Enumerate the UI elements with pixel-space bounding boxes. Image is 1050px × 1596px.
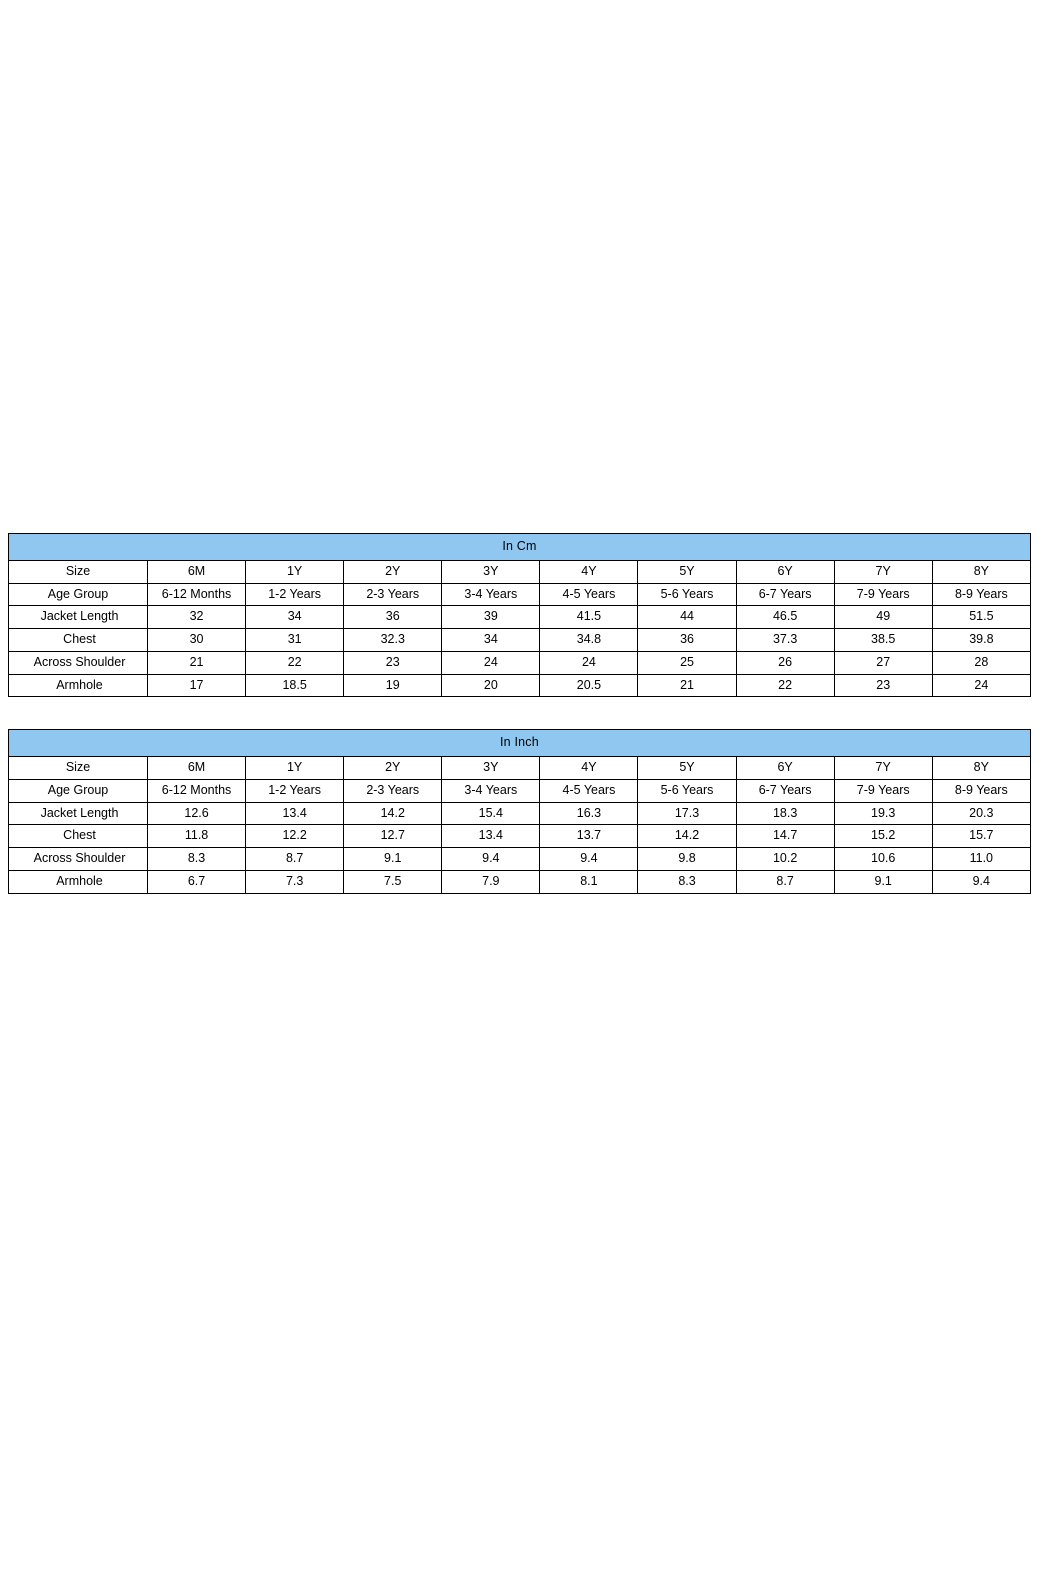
cell: 17.3 [638, 802, 736, 825]
table-row [9, 583, 1031, 606]
cell: 2-3 Years [344, 583, 442, 606]
cell: 8.3 [148, 848, 246, 871]
cell: 19.3 [834, 802, 932, 825]
row-label-jacket-length-inch: Jacket Length [9, 802, 148, 825]
cell: 14.7 [736, 825, 834, 848]
cell: 6Y [736, 757, 834, 780]
cell: 25 [638, 651, 736, 674]
cell: 10.2 [736, 848, 834, 871]
table-title-inch: In Inch [9, 730, 1031, 757]
cell: 12.7 [344, 825, 442, 848]
row-label-across-shoulder-cm: Across Shoulder [9, 651, 148, 674]
cell: 8.1 [540, 870, 638, 893]
cell: 38.5 [834, 629, 932, 652]
cell: 4-5 Years [540, 583, 638, 606]
row-label-chest-cm: Chest [9, 629, 148, 652]
table-row [9, 848, 1031, 871]
cell: 3-4 Years [442, 779, 540, 802]
row-label-armhole-cm: Armhole [9, 674, 148, 697]
cell: 46.5 [736, 606, 834, 629]
table-row [9, 674, 1031, 697]
cell: 10.6 [834, 848, 932, 871]
cell: 34 [246, 606, 344, 629]
cell: 13.7 [540, 825, 638, 848]
cell: 36 [344, 606, 442, 629]
cell: 6M [148, 757, 246, 780]
cell: 3Y [442, 560, 540, 583]
table-title-row [9, 730, 1031, 757]
cell: 18.5 [246, 674, 344, 697]
cell: 3-4 Years [442, 583, 540, 606]
cell: 14.2 [344, 802, 442, 825]
row-label-size-inch: Size [9, 757, 148, 780]
cell: 49 [834, 606, 932, 629]
size-table-cm [8, 533, 1031, 697]
cell: 8.3 [638, 870, 736, 893]
table-row [9, 606, 1031, 629]
cell: 2Y [344, 757, 442, 780]
cell: 2Y [344, 560, 442, 583]
table-row [9, 560, 1031, 583]
cell: 37.3 [736, 629, 834, 652]
cell: 5-6 Years [638, 583, 736, 606]
cell: 7Y [834, 757, 932, 780]
cell: 4Y [540, 560, 638, 583]
row-label-age-group-inch: Age Group [9, 779, 148, 802]
row-label-armhole-inch: Armhole [9, 870, 148, 893]
cell: 44 [638, 606, 736, 629]
cell: 3Y [442, 757, 540, 780]
cell: 12.2 [246, 825, 344, 848]
cell: 8Y [932, 560, 1030, 583]
cell: 7.9 [442, 870, 540, 893]
cell: 11.8 [148, 825, 246, 848]
cell: 20.5 [540, 674, 638, 697]
cell: 24 [442, 651, 540, 674]
cell: 9.4 [932, 870, 1030, 893]
cell: 27 [834, 651, 932, 674]
cell: 6.7 [148, 870, 246, 893]
cell: 23 [834, 674, 932, 697]
cell: 32.3 [344, 629, 442, 652]
cell: 1-2 Years [246, 583, 344, 606]
cell: 11.0 [932, 848, 1030, 871]
table-row [9, 757, 1031, 780]
cell: 22 [246, 651, 344, 674]
cell: 13.4 [246, 802, 344, 825]
cell: 5-6 Years [638, 779, 736, 802]
table-row [9, 825, 1031, 848]
cell: 21 [638, 674, 736, 697]
cell: 36 [638, 629, 736, 652]
cell: 24 [540, 651, 638, 674]
table-title-cm: In Cm [9, 534, 1031, 561]
cell: 41.5 [540, 606, 638, 629]
cell: 39.8 [932, 629, 1030, 652]
cell: 8.7 [246, 848, 344, 871]
cell: 16.3 [540, 802, 638, 825]
cell: 28 [932, 651, 1030, 674]
cell: 9.1 [344, 848, 442, 871]
row-label-across-shoulder-inch: Across Shoulder [9, 848, 148, 871]
cell: 20 [442, 674, 540, 697]
row-label-chest-inch: Chest [9, 825, 148, 848]
cell: 26 [736, 651, 834, 674]
row-label-jacket-length-cm: Jacket Length [9, 606, 148, 629]
cell: 39 [442, 606, 540, 629]
cell: 6Y [736, 560, 834, 583]
cell: 19 [344, 674, 442, 697]
cell: 7.3 [246, 870, 344, 893]
cell: 32 [148, 606, 246, 629]
cell: 4-5 Years [540, 779, 638, 802]
cell: 34 [442, 629, 540, 652]
cell: 22 [736, 674, 834, 697]
cell: 5Y [638, 757, 736, 780]
cell: 9.4 [540, 848, 638, 871]
cell: 6-7 Years [736, 583, 834, 606]
cell: 8-9 Years [932, 779, 1030, 802]
cell: 7-9 Years [834, 779, 932, 802]
cell: 14.2 [638, 825, 736, 848]
table-row [9, 779, 1031, 802]
table-row [9, 629, 1031, 652]
size-table-inch [8, 729, 1031, 893]
cell: 6-12 Months [148, 779, 246, 802]
size-table-cm-body [9, 534, 1031, 697]
row-label-age-group-cm: Age Group [9, 583, 148, 606]
cell: 24 [932, 674, 1030, 697]
cell: 18.3 [736, 802, 834, 825]
table-row [9, 802, 1031, 825]
cell: 17 [148, 674, 246, 697]
cell: 15.4 [442, 802, 540, 825]
cell: 6-12 Months [148, 583, 246, 606]
table-row [9, 651, 1031, 674]
cell: 34.8 [540, 629, 638, 652]
row-label-size-cm: Size [9, 560, 148, 583]
cell: 5Y [638, 560, 736, 583]
cell: 7.5 [344, 870, 442, 893]
cell: 21 [148, 651, 246, 674]
cell: 23 [344, 651, 442, 674]
cell: 7-9 Years [834, 583, 932, 606]
cell: 1Y [246, 560, 344, 583]
cell: 1-2 Years [246, 779, 344, 802]
cell: 13.4 [442, 825, 540, 848]
cell: 8Y [932, 757, 1030, 780]
table-spacer [8, 697, 1034, 729]
cell: 30 [148, 629, 246, 652]
cell: 9.4 [442, 848, 540, 871]
size-chart-sheet [8, 533, 1034, 894]
table-row [9, 870, 1031, 893]
cell: 8.7 [736, 870, 834, 893]
size-table-inch-body [9, 730, 1031, 893]
cell: 6-7 Years [736, 779, 834, 802]
cell: 7Y [834, 560, 932, 583]
cell: 15.2 [834, 825, 932, 848]
cell: 2-3 Years [344, 779, 442, 802]
cell: 8-9 Years [932, 583, 1030, 606]
cell: 12.6 [148, 802, 246, 825]
cell: 6M [148, 560, 246, 583]
cell: 1Y [246, 757, 344, 780]
table-title-row [9, 534, 1031, 561]
cell: 31 [246, 629, 344, 652]
cell: 4Y [540, 757, 638, 780]
cell: 15.7 [932, 825, 1030, 848]
cell: 9.8 [638, 848, 736, 871]
cell: 20.3 [932, 802, 1030, 825]
cell: 9.1 [834, 870, 932, 893]
cell: 51.5 [932, 606, 1030, 629]
